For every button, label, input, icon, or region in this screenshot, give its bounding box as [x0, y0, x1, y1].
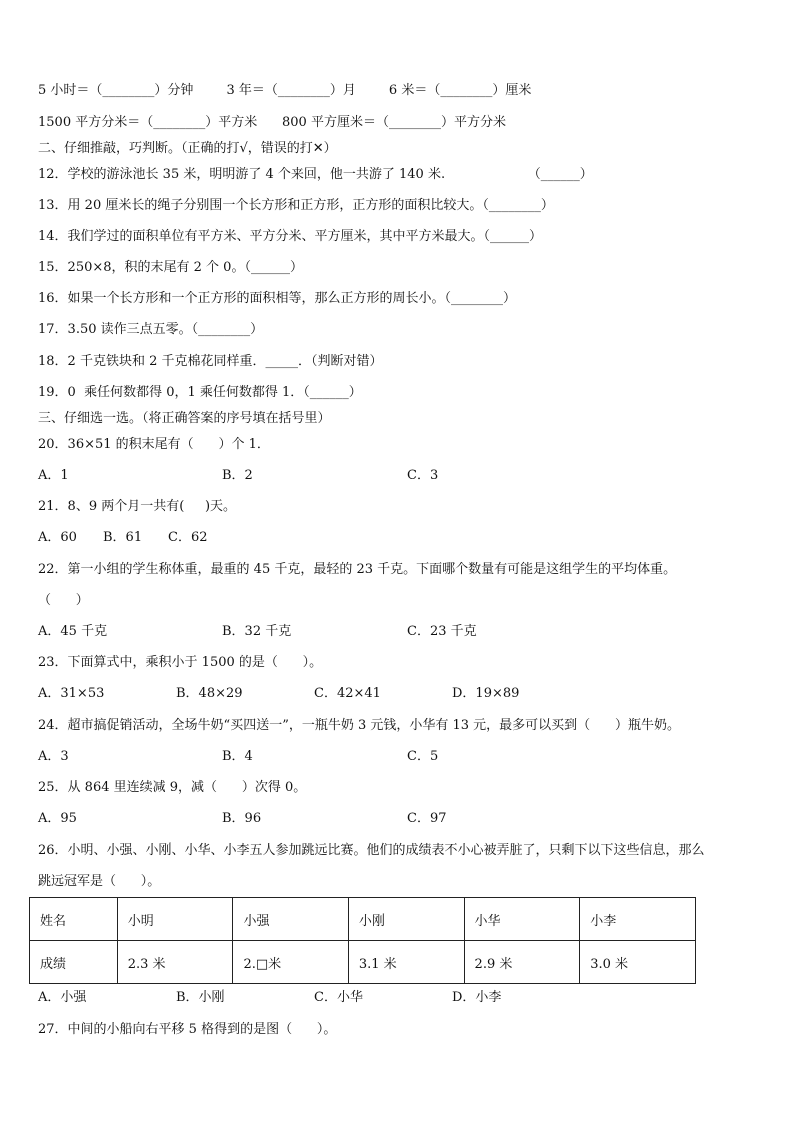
- q22-option-a: A．45 千克: [38, 624, 108, 639]
- table-header-cell: 小强: [233, 898, 348, 941]
- question-13: 13．用 20 厘米长的绳子分别围一个长方形和正方形，正方形的面积比较大。（________）: [38, 198, 554, 213]
- q26-option-b: B．小刚: [176, 990, 225, 1005]
- question-22: 22．第一小组的学生称体重，最重的 45 千克，最轻的 23 千克。下面哪个数量有可能是这组学生的平均体重。: [38, 562, 677, 577]
- q23-option-c: C．42×41: [314, 686, 381, 701]
- q21-option-a: A．60: [38, 530, 77, 545]
- table-header-cell: 小明: [117, 898, 233, 941]
- question-12: 12．学校的游泳池长 35 米，明明游了 4 个来回，他一共游了 140 米. （______）: [38, 167, 593, 182]
- question-18: 18．2 千克铁块和 2 千克棉花同样重．_____．（判断对错）: [38, 354, 383, 369]
- q20-option-c: C．3: [407, 468, 439, 483]
- q24-option-a: A．3: [38, 749, 69, 764]
- question-14: 14．我们学过的面积单位有平方米、平方分米、平方厘米，其中平方米最大。（______）: [38, 229, 543, 244]
- question-23: 23．下面算式中，乘积小于 1500 的是（ ）。: [38, 655, 323, 670]
- question-21: 21．8、9 两个月一共有( )天。: [38, 499, 237, 514]
- q26-option-a: A．小强: [38, 990, 87, 1005]
- question-15: 15．250×8，积的末尾有 2 个 0。（______）: [38, 260, 303, 275]
- q23-option-a: A．31×53: [38, 686, 105, 701]
- q22-option-b: B．32 千克: [222, 624, 292, 639]
- fill-blank-area: 1500 平方分米＝（________）平方米 800 平方厘米＝（________）平方分米: [38, 115, 506, 130]
- table-header-cell: 小华: [464, 898, 580, 941]
- q20-option-a: A．1: [38, 468, 69, 483]
- q23-option-b: B．48×29: [176, 686, 243, 701]
- q25-option-b: B．96: [222, 811, 262, 826]
- q24-option-c: C．5: [407, 749, 439, 764]
- q26-option-c: C．小华: [314, 990, 363, 1005]
- table-cell: 3.1 米: [348, 941, 464, 984]
- long-jump-score-table: [29, 897, 696, 984]
- table-row: [30, 898, 696, 941]
- table-cell: 成绩: [30, 941, 118, 984]
- section-two-heading: 二、仔细推敲，巧判断。（正确的打√，错误的打✕）: [38, 141, 337, 156]
- table-cell: 2.3 米: [117, 941, 233, 984]
- q22-option-c: C．23 千克: [407, 624, 477, 639]
- q20-option-b: B．2: [222, 468, 253, 483]
- question-22-answer-bracket: （ ）: [38, 593, 89, 608]
- q21-option-c: C．62: [168, 530, 208, 545]
- table-header-cell: 小李: [580, 898, 696, 941]
- table-header-cell: 姓名: [30, 898, 118, 941]
- question-20: 20．36×51 的积末尾有（ ）个 1．: [38, 437, 270, 452]
- question-27: 27．中间的小船向右平移 5 格得到的是图（ ）。: [38, 1022, 337, 1037]
- q25-option-c: C．97: [407, 811, 447, 826]
- table-cell: 3.0 米: [580, 941, 696, 984]
- q26-option-d: D．小李: [452, 990, 502, 1005]
- table-row: [30, 941, 696, 984]
- table-cell: 2.9 米: [464, 941, 580, 984]
- question-25: 25．从 864 里连续减 9，减（ ）次得 0。: [38, 780, 307, 795]
- question-19: 19．0 乘任何数都得 0，1 乘任何数都得 1．（______）: [38, 385, 362, 400]
- table-cell: 2.□米: [233, 941, 348, 984]
- q25-option-a: A．95: [38, 811, 77, 826]
- q24-option-b: B．4: [222, 749, 253, 764]
- question-16: 16．如果一个长方形和一个正方形的面积相等，那么正方形的周长小。（________）: [38, 291, 517, 306]
- question-24: 24．超市搞促销活动，全场牛奶“买四送一”，一瓶牛奶 3 元钱，小华有 13 元，最多可以买到（ ）瓶牛奶。: [38, 718, 680, 733]
- table-header-cell: 小刚: [348, 898, 464, 941]
- question-17: 17．3.50 读作三点五零。（________）: [38, 322, 264, 337]
- q21-option-b: B．61: [103, 530, 143, 545]
- fill-blank-time-length: 5 小时＝（________）分钟 3 年＝（________）月 6 米＝（________）厘米: [38, 83, 532, 98]
- q23-option-d: D．19×89: [452, 686, 520, 701]
- question-26-continued: 跳远冠军是（ ）。: [38, 874, 161, 889]
- question-26: 26．小明、小强、小刚、小华、小李五人参加跳远比赛。他们的成绩表不小心被弄脏了，只剩下以下这些信息，那么: [38, 843, 705, 858]
- section-three-heading: 三、仔细选一选。（将正确答案的序号填在括号里）: [38, 411, 331, 426]
